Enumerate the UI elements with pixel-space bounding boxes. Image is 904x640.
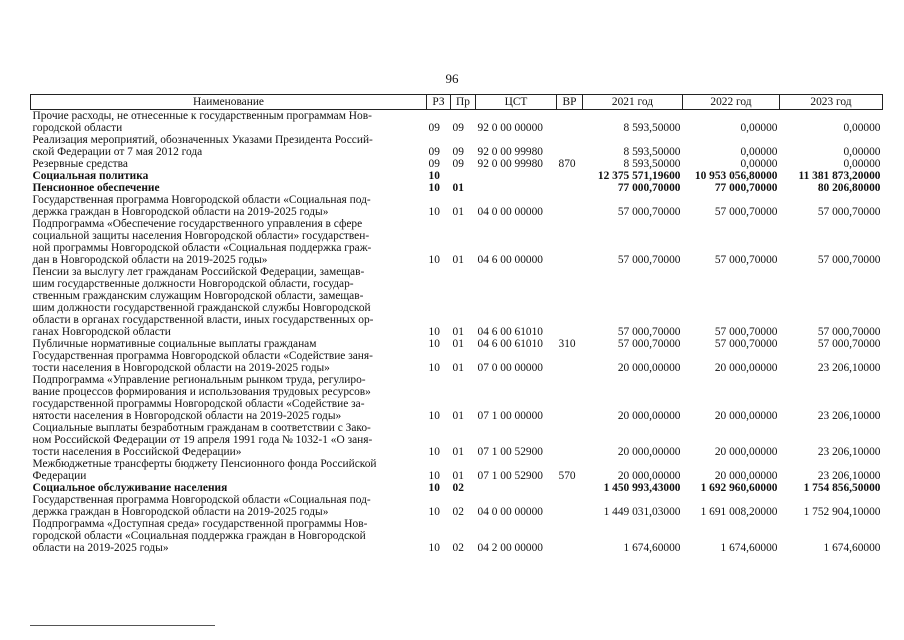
name-line: области на 2019-2025 годы» xyxy=(32,542,169,554)
cell-vr xyxy=(557,350,583,374)
cell-name xyxy=(31,374,427,422)
cell-vr xyxy=(557,110,583,135)
cell-cst xyxy=(476,182,557,194)
cell-2022: 10 953 056,80000 xyxy=(694,170,778,182)
name-line: шим государственные должности Новгородской области, государ- xyxy=(32,278,354,290)
cell-pr: 01 xyxy=(452,446,464,458)
cell-2021: 20 000,00000 xyxy=(617,362,681,374)
cell-2021: 8 593,50000 xyxy=(623,122,681,134)
header-rz: РЗ xyxy=(427,95,451,110)
cell-cst: 04 2 00 00000 xyxy=(477,542,543,554)
name-line: государственной программы Новгородской области «Содействие за- xyxy=(32,398,365,410)
cell-rz: 10 xyxy=(428,410,440,422)
name-line: Межбюджетные трансферты бюджету Пенсионного фонда Российской xyxy=(32,458,377,470)
table-row xyxy=(31,494,883,518)
cell-pr: 09 xyxy=(452,122,464,134)
name-line: держка граждан в Новгородской области на 2019-2025 годы» xyxy=(32,206,329,218)
cell-vr xyxy=(557,422,583,458)
name-line: ном Российской Федерации от 19 апреля 1991 года № 1032-1 «О заня- xyxy=(32,434,373,446)
cell-2022: 57 000,70000 xyxy=(714,338,778,350)
name-line: Прочие расходы, не отнесенные к государственным программам Нов- xyxy=(32,110,372,122)
cell-rz: 10 xyxy=(428,542,440,554)
cell-vr xyxy=(557,218,583,266)
cell-2022: 57 000,70000 xyxy=(714,326,778,338)
name-line: тости населения в Российской Федерации» xyxy=(32,446,242,458)
header-vr: ВР xyxy=(557,95,583,110)
cell-2022: 20 000,00000 xyxy=(714,362,778,374)
header-name: Наименование xyxy=(31,95,427,110)
cell-2023: 57 000,70000 xyxy=(817,254,881,266)
name-line: ной программы Новгородской области «Социальная поддержка граж- xyxy=(32,242,372,254)
cell-vr: 570 xyxy=(558,470,576,482)
cell-2021: 57 000,70000 xyxy=(617,206,681,218)
header-pr: Пр xyxy=(451,95,476,110)
name-line: Пенсии за выслугу лет гражданам Российской Федерации, замещав- xyxy=(32,266,365,278)
cell-name xyxy=(31,182,427,194)
cell-vr xyxy=(557,194,583,218)
cell-2022: 0,00000 xyxy=(740,122,778,134)
table-row xyxy=(31,182,883,194)
cell-pr: 09 xyxy=(452,158,464,170)
cell-cst: 92 0 00 99980 xyxy=(477,146,543,158)
cell-2021: 1 674,60000 xyxy=(623,542,681,554)
name-line: Социальное обслуживание населения xyxy=(32,482,228,494)
cell-name xyxy=(31,134,427,158)
name-line: ганах Новгородской области xyxy=(32,326,171,338)
name-line: Резервные средства xyxy=(32,158,128,170)
cell-2022: 20 000,00000 xyxy=(714,410,778,422)
cell-2022: 77 000,70000 xyxy=(714,182,778,194)
cell-name xyxy=(31,422,427,458)
cell-2023: 0,00000 xyxy=(843,122,881,134)
cell-cst: 04 6 00 61010 xyxy=(477,338,543,350)
table-row xyxy=(31,110,883,135)
cell-cst: 92 0 00 00000 xyxy=(477,122,543,134)
cell-2022: 20 000,00000 xyxy=(714,470,778,482)
cell-cst: 92 0 00 99980 xyxy=(477,158,543,170)
table-row xyxy=(31,194,883,218)
cell-name xyxy=(31,338,427,350)
cell-2023: 23 206,10000 xyxy=(817,410,881,422)
cell-2021: 57 000,70000 xyxy=(617,338,681,350)
cell-cst: 04 0 00 00000 xyxy=(477,206,543,218)
cell-2022: 57 000,70000 xyxy=(714,206,778,218)
cell-2022: 1 674,60000 xyxy=(720,542,778,554)
name-line: Государственная программа Новгородской области «Социальная под- xyxy=(32,494,371,506)
name-line: Пенсионное обеспечение xyxy=(32,182,160,194)
name-line: социальной защиты населения Новгородской области» государствен- xyxy=(32,230,370,242)
cell-rz: 10 xyxy=(428,506,440,518)
name-line: тости населения в Новгородской области на 2019-2025 годы» xyxy=(32,362,330,374)
page-number: 96 xyxy=(445,71,459,86)
name-line: Подпрограмма «Обеспечение государственного управления в сфере xyxy=(32,218,363,230)
cell-pr: 01 xyxy=(452,362,464,374)
cell-2023: 80 206,80000 xyxy=(817,182,881,194)
cell-vr xyxy=(557,134,583,158)
table-row xyxy=(31,422,883,458)
table-row xyxy=(31,218,883,266)
cell-2022: 1 692 960,60000 xyxy=(700,482,778,494)
cell-2021: 20 000,00000 xyxy=(617,410,681,422)
cell-cst: 07 1 00 52900 xyxy=(477,470,543,482)
cell-2021: 20 000,00000 xyxy=(617,446,681,458)
name-line: Реализация мероприятий, обозначенных Указами Президента Россий- xyxy=(32,134,373,146)
cell-rz: 09 xyxy=(428,158,440,170)
cell-rz: 10 xyxy=(428,182,440,194)
cell-pr: 01 xyxy=(452,182,464,194)
cell-cst xyxy=(476,170,557,182)
cell-2023: 1 754 856,50000 xyxy=(803,482,881,494)
name-line: дан в Новгородской области на 2019-2025 годы» xyxy=(32,254,268,266)
cell-2023: 1 752 904,10000 xyxy=(803,506,881,518)
cell-pr: 01 xyxy=(452,410,464,422)
cell-name xyxy=(31,350,427,374)
cell-2021: 1 450 993,43000 xyxy=(603,482,681,494)
cell-rz: 09 xyxy=(428,146,440,158)
cell-rz: 10 xyxy=(428,362,440,374)
cell-rz: 10 xyxy=(428,338,440,350)
cell-rz: 09 xyxy=(428,122,440,134)
cell-vr xyxy=(557,482,583,494)
table-row xyxy=(31,134,883,158)
cell-2023: 11 381 873,20000 xyxy=(798,170,881,182)
cell-vr xyxy=(557,374,583,422)
header-cst: ЦСТ xyxy=(476,95,557,110)
cell-name xyxy=(31,110,427,135)
cell-2023: 57 000,70000 xyxy=(817,326,881,338)
cell-cst: 07 0 00 00000 xyxy=(477,362,543,374)
cell-rz: 10 xyxy=(428,206,440,218)
cell-vr xyxy=(557,266,583,338)
budget-table xyxy=(30,94,883,554)
cell-2023: 23 206,10000 xyxy=(817,362,881,374)
cell-vr xyxy=(557,518,583,554)
cell-pr: 01 xyxy=(452,206,464,218)
cell-cst: 07 1 00 52900 xyxy=(477,446,543,458)
table-row xyxy=(31,482,883,494)
cell-pr: 01 xyxy=(452,338,464,350)
name-line: шим должности государственной гражданской службы Новгородской xyxy=(32,302,371,314)
name-line: ственным гражданским служащим Новгородской области, замещав- xyxy=(32,290,364,302)
cell-name xyxy=(31,266,427,338)
cell-2021: 8 593,50000 xyxy=(623,146,681,158)
cell-pr xyxy=(451,170,476,182)
header-2022: 2022 год xyxy=(683,95,780,110)
table-body xyxy=(31,110,883,555)
cell-2023: 57 000,70000 xyxy=(817,206,881,218)
cell-pr: 02 xyxy=(452,542,464,554)
cell-pr: 01 xyxy=(452,470,464,482)
cell-2023: 57 000,70000 xyxy=(817,338,881,350)
cell-vr: 870 xyxy=(558,158,576,170)
name-line: ской Федерации от 7 мая 2012 года xyxy=(32,146,203,158)
name-line: области в органах государственной власти, иных государственных ор- xyxy=(32,314,374,326)
name-line: Социальные выплаты безработным гражданам в соответствии с Зако- xyxy=(32,422,371,434)
cell-cst: 07 1 00 00000 xyxy=(477,410,543,422)
cell-2021: 12 375 571,19600 xyxy=(597,170,681,182)
cell-pr: 02 xyxy=(452,482,464,494)
cell-rz: 10 xyxy=(428,446,440,458)
cell-cst xyxy=(476,482,557,494)
cell-2022: 20 000,00000 xyxy=(714,446,778,458)
cell-2021: 57 000,70000 xyxy=(617,254,681,266)
cell-2023: 0,00000 xyxy=(843,146,881,158)
cell-2023: 1 674,60000 xyxy=(823,542,881,554)
table-row xyxy=(31,458,883,482)
name-line: вание процессов формирования и использования трудовых ресурсов» xyxy=(32,386,371,398)
table-row xyxy=(31,158,883,170)
table-row xyxy=(31,338,883,350)
cell-rz: 10 xyxy=(428,482,440,494)
cell-pr: 01 xyxy=(452,254,464,266)
cell-name xyxy=(31,158,427,170)
cell-2023: 23 206,10000 xyxy=(817,446,881,458)
cell-2023: 23 206,10000 xyxy=(817,470,881,482)
cell-name xyxy=(31,518,427,554)
cell-name xyxy=(31,194,427,218)
name-line: Федерации xyxy=(32,470,87,482)
cell-2021: 1 449 031,03000 xyxy=(603,506,681,518)
table-row xyxy=(31,518,883,554)
cell-cst: 04 0 00 00000 xyxy=(477,506,543,518)
table-row xyxy=(31,170,883,182)
cell-name xyxy=(31,170,427,182)
name-line: Социальная политика xyxy=(32,170,149,182)
cell-2021: 8 593,50000 xyxy=(623,158,681,170)
cell-name xyxy=(31,482,427,494)
table-row xyxy=(31,374,883,422)
name-line: городской области xyxy=(32,122,123,134)
cell-pr: 01 xyxy=(452,326,464,338)
cell-2021: 20 000,00000 xyxy=(617,470,681,482)
cell-2022: 1 691 008,20000 xyxy=(700,506,778,518)
cell-rz: 10 xyxy=(428,254,440,266)
name-line: городской области «Социальная поддержка граждан в Новгородской xyxy=(32,530,366,542)
cell-pr: 02 xyxy=(452,506,464,518)
cell-cst: 04 6 00 61010 xyxy=(477,326,543,338)
cell-2021: 57 000,70000 xyxy=(617,326,681,338)
cell-2023: 0,00000 xyxy=(843,158,881,170)
cell-vr xyxy=(557,170,583,182)
cell-2021: 77 000,70000 xyxy=(617,182,681,194)
cell-rz: 10 xyxy=(428,326,440,338)
table-row xyxy=(31,266,883,338)
cell-vr xyxy=(557,494,583,518)
footer-divider xyxy=(30,625,215,626)
cell-cst: 04 6 00 00000 xyxy=(477,254,543,266)
table-header-row xyxy=(31,95,883,110)
cell-rz: 10 xyxy=(428,170,440,182)
name-line: Подпрограмма «Доступная среда» государственной программы Нов- xyxy=(32,518,368,530)
name-line: Государственная программа Новгородской области «Содействие заня- xyxy=(32,350,373,362)
name-line: Подпрограмма «Управление региональным рынком труда, регулиро- xyxy=(32,374,366,386)
cell-pr: 09 xyxy=(452,146,464,158)
name-line: Государственная программа Новгородской области «Социальная под- xyxy=(32,194,371,206)
name-line: нятости населения в Новгородской области на 2019-2025 годы» xyxy=(32,410,342,422)
cell-vr xyxy=(557,182,583,194)
cell-vr: 310 xyxy=(558,338,576,350)
cell-name xyxy=(31,494,427,518)
cell-rz: 10 xyxy=(428,470,440,482)
cell-2022: 57 000,70000 xyxy=(714,254,778,266)
name-line: Публичные нормативные социальные выплаты гражданам xyxy=(32,338,317,350)
header-2023: 2023 год xyxy=(780,95,883,110)
cell-name xyxy=(31,458,427,482)
cell-2022: 0,00000 xyxy=(740,158,778,170)
cell-2022: 0,00000 xyxy=(740,146,778,158)
name-line: держка граждан в Новгородской области на 2019-2025 годы» xyxy=(32,506,329,518)
header-2021: 2021 год xyxy=(583,95,683,110)
table-row xyxy=(31,350,883,374)
cell-name xyxy=(31,218,427,266)
